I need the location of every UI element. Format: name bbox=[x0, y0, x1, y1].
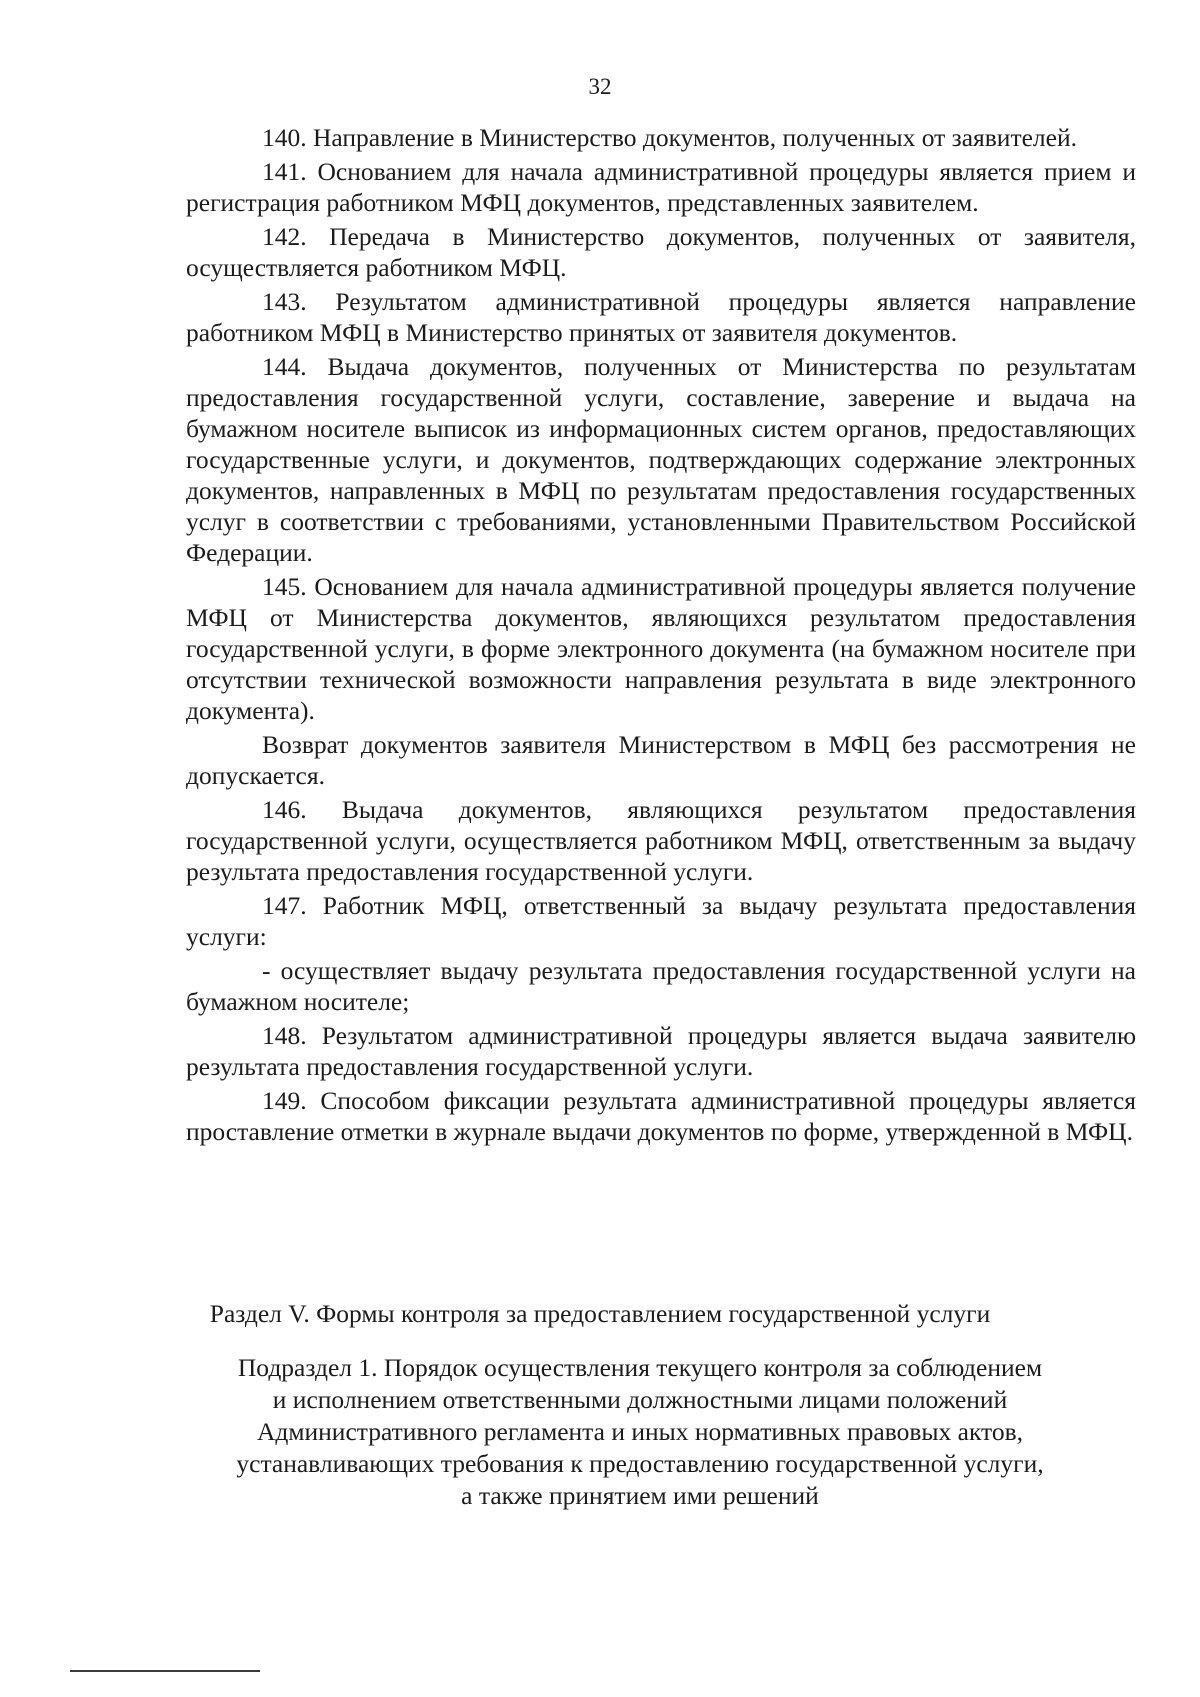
subsection-heading-line: и исполнением ответственными должностными лицами положений bbox=[272, 1385, 1008, 1414]
paragraph-148: 148. Результатом административной процедуры является выдача заявителю результата предоставления государственной услуги. bbox=[186, 1021, 1136, 1081]
paragraph-142: 142. Передача в Министерство документов, полученных от заявителя, осуществляется работником МФЦ. bbox=[186, 222, 1136, 282]
paragraph-149: 149. Способом фиксации результата административной процедуры является проставление отметки в журнале выдачи документов по форме, утвержденной в МФЦ. bbox=[186, 1086, 1136, 1146]
paragraph-144: 144. Выдача документов, полученных от Министерства по результатам предоставления государственной услуги, составление, заверение и выдача на бумажном носителе выписок из информационных систем органов, предоставляющих государственные услуги, и документов, подтверждающих содержание электронных документов, направленных в МФЦ по результатам предоставления государственных услуг в соответствии с требованиями, установленными Правительством Российской Федерации. bbox=[186, 352, 1136, 567]
page-number: 32 bbox=[588, 74, 612, 99]
body-text bbox=[186, 122, 1136, 1150]
section-heading: Раздел V. Формы контроля за предоставлением государственной услуги bbox=[209, 1299, 991, 1328]
paragraph-146: 146. Выдача документов, являющихся результатом предоставления государственной услуги, осуществляется работником МФЦ, ответственным за выдачу результата предоставления государственной услуги. bbox=[186, 795, 1136, 886]
paragraph-141: 141. Основанием для начала административной процедуры является прием и регистрация работником МФЦ документов, представленных заявителем. bbox=[186, 157, 1136, 217]
paragraph-143: 143. Результатом административной процедуры является направление работником МФЦ в Министерство принятых от заявителя документов. bbox=[186, 287, 1136, 347]
paragraph-147-list-item: - осуществляет выдачу результата предоставления государственной услуги на бумажном носителе; bbox=[186, 956, 1136, 1016]
paragraph-145: 145. Основанием для начала административной процедуры является получение МФЦ от Министерства документов, являющихся результатом предоставления государственной услуги, в форме электронного документа (на бумажном носителе при отсутствии технической возможности направления результата в виде электронного документа). bbox=[186, 572, 1136, 725]
paragraph-147: 147. Работник МФЦ, ответственный за выдачу результата предоставления услуги: bbox=[186, 891, 1136, 951]
scan-artifact-line bbox=[70, 1670, 260, 1672]
subsection-heading-line: Подраздел 1. Порядок осуществления текущего контроля за соблюдением bbox=[237, 1353, 1043, 1382]
subsection-heading-line: устанавливающих требования к предоставлению государственной услуги, bbox=[236, 1449, 1044, 1478]
subsection-heading-line: а также принятием ими решений bbox=[461, 1481, 819, 1510]
paragraph-return-of-documents: Возврат документов заявителя Министерством в МФЦ без рассмотрения не допускается. bbox=[186, 730, 1136, 790]
subsection-heading-line: Административного регламента и иных нормативных правовых актов, bbox=[256, 1417, 1023, 1446]
paragraph-140: 140. Направление в Министерство документов, полученных от заявителей. bbox=[262, 123, 1077, 152]
subsection-heading bbox=[180, 1352, 1100, 1512]
